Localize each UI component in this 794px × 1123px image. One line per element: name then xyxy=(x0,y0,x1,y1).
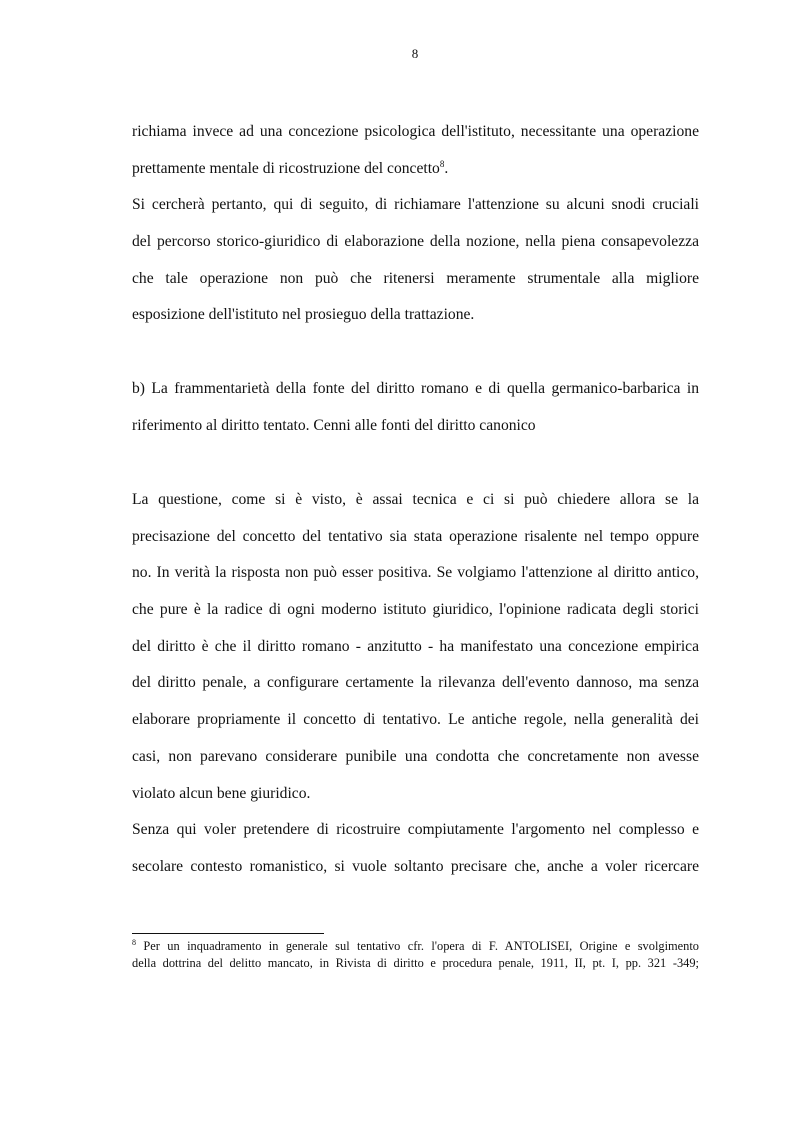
text-line: La questione, come si è visto, è assai tecnica e ci si può chiedere allora se la xyxy=(132,491,699,508)
main-text-top xyxy=(132,114,699,334)
text-line: del percorso storico-giuridico di elaborazione della nozione, nella piena consapevolezza xyxy=(132,233,699,251)
text-line: violato alcun bene giuridico. xyxy=(132,784,311,802)
text-line: che pure è la radice di ogni moderno istituto giuridico, l'opinione radicata degli storici xyxy=(132,601,699,619)
text-line-with-footnote-ref xyxy=(132,151,699,188)
footnote xyxy=(132,938,699,972)
footnote-separator xyxy=(132,933,324,934)
text-fragment: prettamente mentale di ricostruzione del concetto xyxy=(132,159,440,177)
text-line: richiama invece ad una concezione psicologica dell'istituto, necessitante una operazione xyxy=(132,123,699,140)
sentence-end: . xyxy=(444,159,449,177)
main-text-bottom xyxy=(132,482,699,886)
text-line: Senza qui voler pretendere di ricostruire compiutamente l'argomento nel complesso e xyxy=(132,821,699,839)
text-line: del diritto penale, a configurare certamente la rilevanza dell'evento dannoso, ma senza xyxy=(132,674,699,692)
text-line: precisazione del concetto del tentativo sia stata operazione risalente nel tempo oppure xyxy=(132,527,699,545)
text-line: secolare contesto romanistico, si vuole soltanto precisare che, anche a voler ricercare xyxy=(132,857,699,875)
text-line: esposizione dell'istituto nel prosieguo della trattazione. xyxy=(132,306,475,324)
heading-line: b) La frammentarietà della fonte del diritto romano e di quella germanico-barbarica in xyxy=(132,380,699,397)
heading-line: riferimento al diritto tentato. Cenni alle fonti del diritto canonico xyxy=(132,416,536,434)
text-line: no. In verità la risposta non può esser positiva. Se volgiamo l'attenzione al diritto antico, xyxy=(132,564,699,582)
footnote-text: Per un inquadramento in generale sul tentativo cfr. l'opera di F. ANTOLISEI, Origine e svolgimento xyxy=(136,939,699,953)
footnote-line xyxy=(132,938,699,955)
text-line: del diritto è che il diritto romano - anzitutto - ha manifestato una concezione empirica xyxy=(132,637,699,655)
text-line: elaborare propriamente il concetto di tentativo. Le antiche regole, nella generalità dei xyxy=(132,711,699,729)
footnote-reference[interactable]: 8 xyxy=(439,158,445,169)
section-heading xyxy=(132,371,699,444)
text-line: casi, non parevano considerare punibile una condotta che concretamente non avesse xyxy=(132,747,699,765)
footnote-line: della dottrina del delitto mancato, in Rivista di diritto e procedura penale, 1911, II, pt. I, pp. 321 -349; xyxy=(132,956,699,970)
footnote-marker: 8 xyxy=(132,938,136,947)
page-number: 8 xyxy=(411,46,419,61)
text-line: che tale operazione non può che ritenersi meramente strumentale alla migliore xyxy=(132,269,699,287)
text-line: Si cercherà pertanto, qui di seguito, di richiamare l'attenzione su alcuni snodi cruciali xyxy=(132,196,699,214)
